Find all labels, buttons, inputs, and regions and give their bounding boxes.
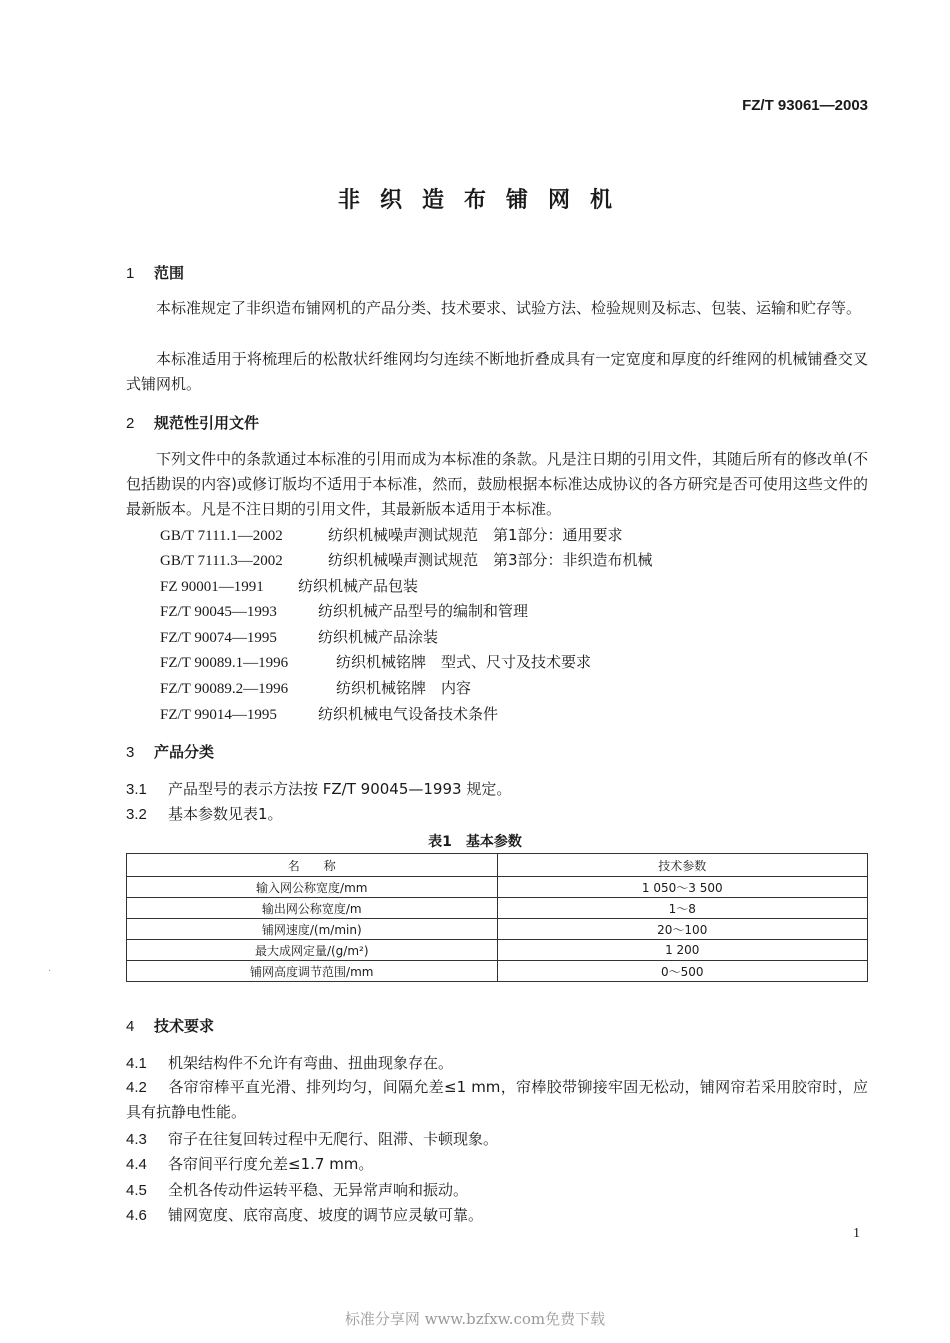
standard-number: FZ/T 93061—2003 [742, 97, 868, 114]
clause-4-4 [126, 1153, 373, 1174]
parameter-name: 铺网速度/(m/min) [127, 919, 498, 940]
section-4-heading [126, 1015, 214, 1036]
section-title: 产品分类 [154, 743, 215, 761]
table-row [127, 940, 868, 961]
section-1-paragraph-2: 本标准适用于将梳理后的松散状纤维网均匀连续不断地折叠成具有一定宽度和厚度的纤维网的机械铺叠交叉式铺网机。 [126, 350, 868, 393]
reference-code: FZ/T 90045—1993 [160, 604, 277, 620]
table-caption: 表1 基本参数 [428, 834, 522, 850]
clause-text: 各帘帘棒平直光滑、排列均匀，间隔允差≤1 mm，帘棒胶带铆接牢固无松动，铺网帘若采用胶帘时，应具有抗静电性能。 [126, 1078, 868, 1121]
parameter-value: 1 050～3 500 [497, 877, 868, 898]
section-number: 2 [126, 415, 135, 432]
reference-code: FZ/T 90074—1995 [160, 630, 277, 646]
clause-4-1 [126, 1052, 453, 1073]
reference-title: 纺织机械噪声测试规范 第3部分：非织造布机械 [328, 551, 653, 569]
reference-code: GB/T 7111.1—2002 [160, 528, 283, 544]
parameter-value: 0～500 [497, 961, 868, 982]
reference-title: 纺织机械电气设备技术条件 [318, 705, 499, 723]
clause-number: 4.2 [126, 1079, 147, 1096]
basic-parameters-table [126, 853, 868, 982]
clause-4-6 [126, 1204, 483, 1225]
reference-item [160, 677, 471, 698]
clause-text: 机架结构件不允许有弯曲、扭曲现象存在。 [168, 1054, 454, 1072]
reference-title: 纺织机械噪声测试规范 第1部分：通用要求 [328, 526, 623, 544]
table-header-row [127, 854, 868, 877]
clause-4-3 [126, 1128, 498, 1149]
reference-code: FZ 90001—1991 [160, 579, 264, 595]
reference-item [160, 703, 498, 724]
reference-title: 纺织机械铭牌 内容 [336, 679, 472, 697]
clause-3-2 [126, 803, 283, 824]
section-1-heading [126, 262, 184, 283]
clause-text: 帘子在往复回转过程中无爬行、阻滞、卡顿现象。 [168, 1130, 499, 1148]
reference-item [160, 524, 623, 545]
section-number: 4 [126, 1018, 135, 1035]
reference-title: 纺织机械产品涂装 [318, 628, 439, 646]
page-number: 1 [853, 1226, 860, 1241]
clause-text: 产品型号的表示方法按 FZ/T 90045—1993 规定。 [168, 780, 512, 798]
parameter-name: 最大成网定量/(g/m²) [127, 940, 498, 961]
parameter-name: 铺网高度调节范围/mm [127, 961, 498, 982]
section-2-paragraph-1: 下列文件中的条款通过本标准的引用而成为本标准的条款。凡是注日期的引用文件，其随后所有的修改单(不包括勘误的内容)或修订版均不适用于本标准，然而，鼓励根据本标准达成协议的各方研究是否可使用这些文件的最新版本。凡是不注日期的引用文件，其最新版本适用于本标准。 [126, 450, 868, 518]
column-header-value: 技术参数 [497, 854, 868, 877]
section-number: 1 [126, 265, 135, 282]
footer-watermark: 标准分享网 www.bzfxw.com免费下载 [344, 1310, 606, 1328]
table-row [127, 898, 868, 919]
reference-item [160, 651, 591, 672]
column-header-name: 名 称 [127, 854, 498, 877]
clause-text: 全机各传动件运转平稳、无异常声响和振动。 [168, 1181, 469, 1199]
section-title: 技术要求 [154, 1017, 215, 1035]
clause-number: 4.3 [126, 1131, 147, 1148]
clause-4-5 [126, 1179, 468, 1200]
parameter-value: 1 200 [497, 940, 868, 961]
reference-code: FZ/T 90089.1—1996 [160, 655, 289, 671]
reference-code: GB/T 7111.3—2002 [160, 553, 283, 569]
reference-title: 纺织机械产品型号的编制和管理 [318, 602, 529, 620]
clause-4-2 [126, 1075, 868, 1125]
table-row [127, 877, 868, 898]
scan-artifact: · [48, 966, 52, 977]
section-2-heading [126, 412, 259, 433]
reference-code: FZ/T 90089.2—1996 [160, 681, 289, 697]
section-title: 范围 [154, 264, 185, 282]
reference-item [160, 575, 418, 596]
clause-text: 各帘间平行度允差≤1.7 mm。 [168, 1155, 374, 1173]
clause-text: 铺网宽度、底帘高度、坡度的调节应灵敏可靠。 [168, 1206, 484, 1224]
parameter-value: 1～8 [497, 898, 868, 919]
document-title: 非织造布铺网机 [337, 188, 632, 213]
clause-3-1 [126, 778, 511, 799]
clause-text: 基本参数见表1。 [168, 805, 283, 823]
clause-number: 4.5 [126, 1182, 147, 1199]
section-title: 规范性引用文件 [154, 414, 260, 432]
reference-title: 纺织机械铭牌 型式、尺寸及技术要求 [336, 653, 592, 671]
parameter-name: 输入网公称宽度/mm [127, 877, 498, 898]
reference-item [160, 626, 438, 647]
section-3-heading [126, 741, 214, 762]
clause-number: 4.4 [126, 1156, 147, 1173]
reference-item [160, 549, 653, 570]
parameter-name: 输出网公称宽度/m [127, 898, 498, 919]
clause-number: 4.1 [126, 1055, 147, 1072]
reference-title: 纺织机械产品包装 [298, 577, 419, 595]
table-row [127, 919, 868, 940]
reference-code: FZ/T 99014—1995 [160, 707, 277, 723]
clause-number: 3.1 [126, 781, 147, 798]
section-number: 3 [126, 744, 135, 761]
reference-item [160, 600, 528, 621]
clause-number: 4.6 [126, 1207, 147, 1224]
table-row [127, 961, 868, 982]
parameter-value: 20～100 [497, 919, 868, 940]
clause-number: 3.2 [126, 806, 147, 823]
section-1-paragraph-1: 本标准规定了非织造布铺网机的产品分类、技术要求、试验方法、检验规则及标志、包装、运输和贮存等。 [156, 299, 862, 317]
